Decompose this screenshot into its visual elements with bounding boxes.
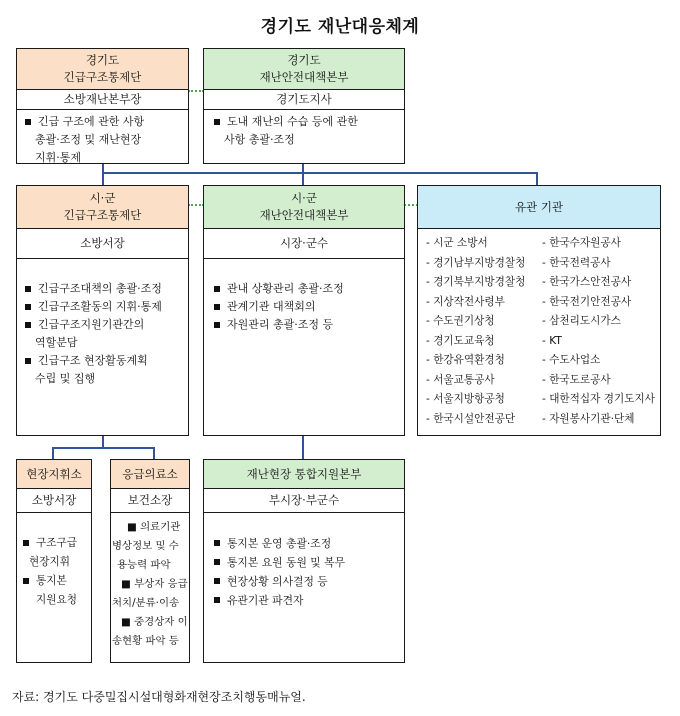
header-line: 시·군 [291, 191, 317, 205]
gyeonggi-disaster-hq-box [203, 48, 405, 164]
list-item: 처치/분류·이송 [112, 597, 180, 609]
list-item: 통지본 요원 동원 및 복무 [214, 553, 402, 572]
connector-line [102, 162, 104, 186]
list-item: - 한강유역환경청 [426, 354, 505, 366]
list-item: - 한국전력공사 [542, 256, 611, 269]
list-item: 통지본 운영 총괄·조정 [214, 534, 402, 553]
diagram-title: 경기도 재난대응체계 [260, 17, 420, 37]
box-head-role: 소방서장 [17, 488, 91, 513]
box-header [17, 460, 91, 489]
box-body [17, 258, 188, 435]
box-body [418, 230, 660, 435]
header-line: 재난현장 통합지원본부 [246, 466, 362, 481]
list-item: - 한국도로공사 [542, 373, 611, 386]
box-header [204, 186, 404, 229]
box-body [204, 512, 404, 662]
connector-line [302, 162, 304, 186]
list-item: - 한국수자원공사 [542, 237, 621, 249]
list-item: 긴급구조 현장활동계획 [25, 352, 184, 370]
connector-line [302, 434, 304, 460]
box-head-role: 시장·군수 [204, 228, 404, 259]
emergency-medical-box [110, 459, 190, 663]
header-line: 긴급구조통제단 [63, 208, 142, 222]
list-item: - 한국가스안전공사 [542, 276, 632, 288]
connector-line [102, 434, 104, 448]
square-bullet-icon [23, 540, 29, 546]
list-item: 지원요청 [36, 594, 77, 606]
square-bullet-icon [25, 286, 31, 292]
list-item: 유관기관 파견자 [214, 591, 402, 610]
header-line: 경기도 [287, 53, 321, 67]
square-bullet-icon [25, 322, 31, 328]
connector-line [102, 172, 538, 174]
list-item: 사항 총괄·조정 [224, 133, 295, 146]
square-bullet-icon [214, 597, 220, 603]
list-item: 관내 상황관리 총괄·조정 [214, 280, 400, 298]
list-item: 수립 및 집행 [35, 372, 96, 385]
box-header [17, 49, 188, 90]
header-line: 유관 기관 [514, 199, 564, 214]
header-line: 현장지휘소 [26, 466, 82, 481]
box-header [418, 186, 660, 229]
list-item: 현장상황 의사결정 등 [214, 572, 402, 591]
list-item: - 시군 소방서 [426, 237, 488, 249]
box-body [204, 111, 404, 163]
header-line: 시·군 [89, 191, 116, 205]
header-line: 긴급구조통제단 [63, 70, 142, 84]
list-item: 현장지휘 [29, 556, 70, 568]
box-header [204, 460, 404, 489]
list-item: 자원관리 총괄·조정 등 [214, 316, 400, 334]
square-bullet-icon [214, 578, 220, 584]
header-line: 재난안전대책본부 [259, 70, 349, 84]
square-bullet-icon [25, 304, 31, 310]
square-bullet-icon [25, 119, 31, 125]
list-item: - 삼천리도시가스 [542, 315, 621, 327]
list-item: ■ 중경상자 이 [121, 616, 188, 628]
square-bullet-icon [214, 119, 220, 125]
box-header [17, 186, 188, 229]
list-item: - KT [542, 334, 562, 347]
square-bullet-icon [25, 358, 31, 364]
connector-line [52, 447, 155, 449]
dotted-connector [188, 204, 204, 206]
box-body [17, 111, 188, 163]
agency-list-left [426, 234, 544, 429]
box-head-role: 부시장·부군수 [204, 488, 404, 513]
list-item: - 수도사업소 [542, 354, 601, 366]
list-item: 긴급구조활동의 지휘·통제 [25, 298, 184, 316]
source-note: 자료: 경기도 다중밀집시설대형화재현장조치행동매뉴얼. [12, 690, 306, 704]
integrated-support-hq-box [203, 459, 405, 663]
square-bullet-icon [214, 286, 220, 292]
box-head-role: 소방서장 [17, 228, 188, 259]
dotted-connector [188, 90, 204, 92]
box-body [111, 512, 189, 662]
header-line: 재난안전대책본부 [259, 208, 349, 222]
gyeonggi-emergency-rescue-box [16, 48, 189, 164]
square-bullet-icon [214, 540, 220, 546]
box-head-role: 보건소장 [111, 488, 189, 513]
box-head-role: 소방재난본부장 [17, 89, 188, 110]
list-item: - 수도권기상청 [426, 315, 495, 327]
box-head-role: 경기도지사 [204, 89, 404, 110]
list-item: 긴급구조지원기관간의 [25, 316, 184, 334]
list-item: 병상정보 및 수 [112, 540, 179, 552]
list-item: 송현황 파악 등 [112, 635, 179, 647]
square-bullet-icon [23, 578, 29, 584]
connector-line [536, 172, 538, 186]
list-item: - 경기북부지방경찰청 [426, 276, 526, 288]
list-item: ■ 의료기관 [127, 521, 181, 533]
box-body [204, 258, 404, 435]
field-command-post-box [16, 459, 92, 663]
list-item: - 한국시설안전공단 [426, 412, 516, 425]
city-disaster-hq-box [203, 185, 405, 436]
square-bullet-icon [214, 559, 220, 565]
related-agencies-box [417, 185, 661, 436]
agency-list-right [542, 234, 660, 429]
box-header [204, 49, 404, 90]
dotted-connector [404, 204, 418, 206]
list-item: - 한국전기안전공사 [542, 295, 632, 308]
list-item: 용능력 파악 [117, 559, 171, 571]
list-item: 구조구급 [23, 534, 89, 553]
list-item: ■ 부상자 응급 [121, 578, 188, 590]
list-item: 역할분담 [35, 336, 78, 349]
list-item: - 서울교통공사 [426, 373, 495, 386]
list-item: 긴급 구조에 관한 사항 [25, 113, 182, 131]
list-item: - 경기도교육청 [426, 334, 495, 347]
list-item: - 지상작전사령부 [426, 295, 505, 308]
list-item: - 서울지방항공청 [426, 393, 505, 405]
square-bullet-icon [214, 304, 220, 310]
list-item: - 자원봉사기관·단체 [542, 412, 635, 425]
box-header [111, 460, 189, 489]
list-item: 도내 재난의 수습 등에 관한 [214, 113, 398, 131]
list-item: 관계기관 대책회의 [214, 298, 400, 316]
city-emergency-rescue-box [16, 185, 189, 436]
list-item: - 대한적십자 경기도지사 [542, 393, 655, 405]
list-item: 지휘·통제 [35, 151, 82, 164]
header-line: 경기도 [85, 53, 120, 67]
header-line: 응급의료소 [122, 466, 178, 481]
box-body [17, 512, 91, 662]
square-bullet-icon [214, 322, 220, 328]
list-item: 총괄·조정 및 재난현장 [35, 133, 142, 146]
list-item: - 경기남부지방경찰청 [426, 256, 526, 269]
list-item: 긴급구조대책의 총괄·조정 [25, 280, 184, 298]
list-item: 통지본 [23, 572, 89, 591]
